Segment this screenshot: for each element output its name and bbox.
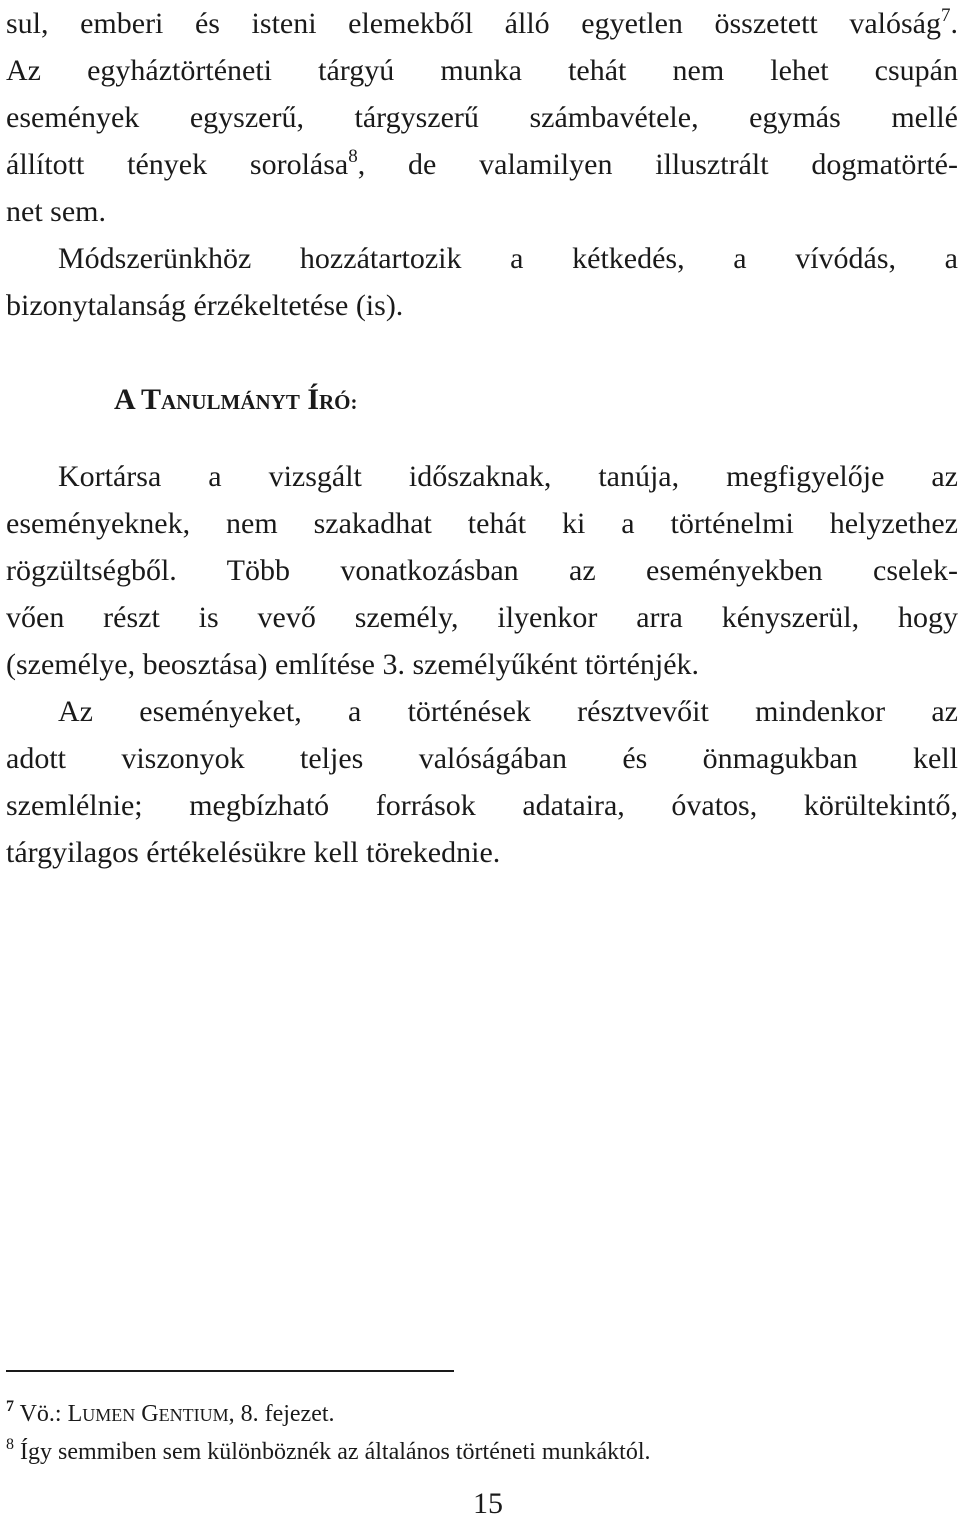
- text-line: Az eseményeket, a történések résztvevőit mindenkor az: [58, 695, 958, 728]
- footnote-8: $^8$ Így semmiben sem különböznék az általános történeti munkáktól.: [6, 1436, 651, 1465]
- text-line: Kortársa a vizsgált időszaknak, tanúja, megfigyelője az: [58, 460, 958, 493]
- text-line: vően részt is vevő személy, ilyenkor arra kényszerül, hogy: [6, 601, 958, 634]
- text-line: sul, emberi és isteni elemekből álló egyetlen összetett valóság$^7$.: [6, 5, 958, 40]
- section-heading: A TANULMÁNYT ÍRÓ:: [114, 383, 358, 416]
- footnotes: [6, 1395, 958, 1471]
- text-line: Módszerünkhöz hozzátartozik a kétkedés, a vívódás, a: [58, 242, 958, 275]
- page-number: 15: [473, 1487, 503, 1520]
- text-line: Az egyháztörténeti tárgyú munka tehát nem lehet csupán: [6, 54, 958, 87]
- text-line: rögzültségből. Több vonatkozásban az eseményekben cselek-: [6, 554, 958, 587]
- text-line: tárgyilagos értékelésükre kell törekednie.: [6, 836, 501, 869]
- text-line: adott viszonyok teljes valóságában és önmagukban kell: [6, 742, 958, 775]
- footnote-ref[interactable]: 7: [941, 5, 951, 26]
- main-text: [6, 0, 958, 876]
- document-page: [6, 0, 958, 1524]
- text-line: események egyszerű, tárgyszerű számbavétele, egymás mellé: [6, 101, 958, 134]
- footnote-mark: 8: [6, 1436, 14, 1453]
- text-line: állított tények sorolása$^8$, de valamilyen illusztrált dogmatörté-: [6, 146, 958, 181]
- footnote-separator: [6, 1370, 454, 1372]
- text-line: (személye, beosztása) említése 3. személyűként történjék.: [6, 648, 700, 681]
- text-line: szemlélnie; megbízható források adataira, óvatos, körültekintő,: [6, 789, 958, 822]
- text-line: eseményeknek, nem szakadhat tehát ki a történelmi helyzethez: [6, 507, 958, 540]
- footnote-7: $^7$ Vö.: LUMEN GENTIUM, 8. fejezet.: [6, 1398, 335, 1427]
- blank-line: [6, 329, 958, 376]
- footnote-ref[interactable]: 8: [348, 146, 358, 167]
- footnote-mark: 7: [6, 1398, 14, 1415]
- text-line: net sem.: [6, 195, 106, 228]
- blank-line: [6, 423, 958, 453]
- text-line: bizonytalanság érzékeltetése (is).: [6, 289, 404, 322]
